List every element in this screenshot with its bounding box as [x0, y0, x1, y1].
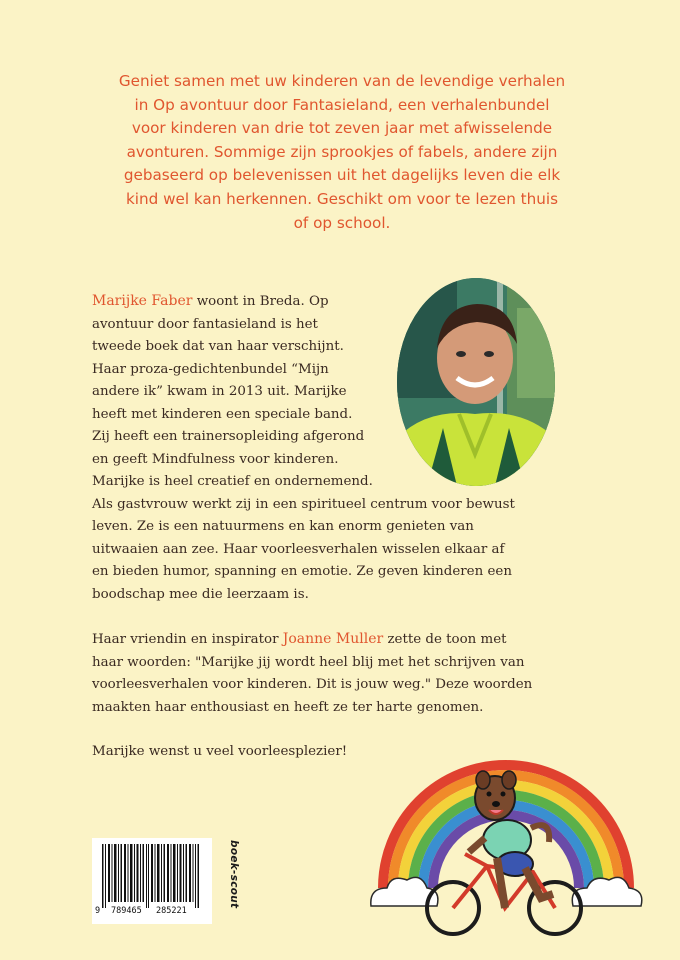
author-bio [92, 290, 602, 786]
intro-line: in Op avontuur door Fantasieland, een verhalenbundel [134, 95, 550, 114]
bio-line: zette de toon met [383, 632, 507, 647]
publisher-logo: boek-scout [228, 840, 240, 909]
barcode-icon [92, 838, 212, 924]
bio-line: Haar proza-gedichtenbundel “Mijn [92, 361, 329, 377]
barcode-digit-left: 9 [95, 906, 101, 916]
bio-line: woont in Breda. Op [192, 294, 329, 309]
bio-line: leven. Ze is een natuurmens en kan enorm genieten van [92, 519, 474, 534]
intro-line: kind wel kan herkennen. Geschikt om voor te lezen thuis [125, 189, 559, 208]
bio-line: Haar vriendin en inspirator [92, 632, 283, 647]
bio-line: voorleesverhalen voor kinderen. Dit is jouw weg." Deze woorden [92, 677, 533, 692]
bio-line: heeft met kinderen een speciale band. [92, 406, 353, 422]
author-name: Marijke Faber [92, 293, 193, 309]
bio-paragraph-2 [92, 628, 602, 719]
intro-text [92, 70, 592, 235]
photo-spacer [427, 290, 602, 495]
intro-line: gebaseerd op belevenissen uit het dagelijks leven die elk [123, 166, 561, 185]
intro-line: of op school. [293, 213, 391, 232]
rainbow-illustration [365, 738, 647, 950]
bio-paragraph-3: Marijke wenst u veel voorleesplezier! [92, 744, 348, 759]
isbn-barcode [92, 838, 212, 924]
bio-line: Zij heeft een trainersopleiding afgerond [92, 429, 365, 444]
bio-line: maakten haar enthousiast en heeft ze ter harte genomen. [92, 699, 484, 715]
bio-line: en geeft Mindfulness voor kinderen. [92, 451, 339, 467]
rainbow-dog-bike-icon [365, 738, 647, 950]
intro-line: voor kinderen van drie tot zeven jaar met afwisselende [131, 119, 553, 138]
intro-line: avonturen. Sommige zijn sprookjes of fabels, andere zijn [126, 142, 558, 161]
bio-line: boodschap mee die leerzaam is. [92, 586, 309, 602]
bio-line: en bieden humor, spanning en emotie. Ze geven kinderen een [92, 564, 512, 579]
barcode-digits-right: 285221 [156, 906, 187, 916]
inspirator-name: Joanne Muller [282, 631, 384, 647]
bio-line: andere ik” kwam in 2013 uit. Marijke [92, 384, 347, 399]
intro-line: Geniet samen met uw kinderen van de levendige verhalen [118, 72, 566, 90]
bio-line: Als gastvrouw werkt zij in een spiritueel centrum voor bewust [92, 496, 515, 512]
bio-line: haar woorden: "Marijke jij wordt heel blij met het schrijven van [92, 654, 525, 670]
barcode-digits-mid: 789465 [111, 906, 142, 916]
bio-line: uitwaaien aan zee. Haar voorleesverhalen wisselen elkaar af [92, 541, 505, 557]
bio-line: Marijke is heel creatief en ondernemend. [92, 474, 373, 489]
bio-line: avontuur door fantasieland is het [92, 316, 318, 332]
bio-line: tweede boek dat van haar verschijnt. [92, 339, 344, 354]
